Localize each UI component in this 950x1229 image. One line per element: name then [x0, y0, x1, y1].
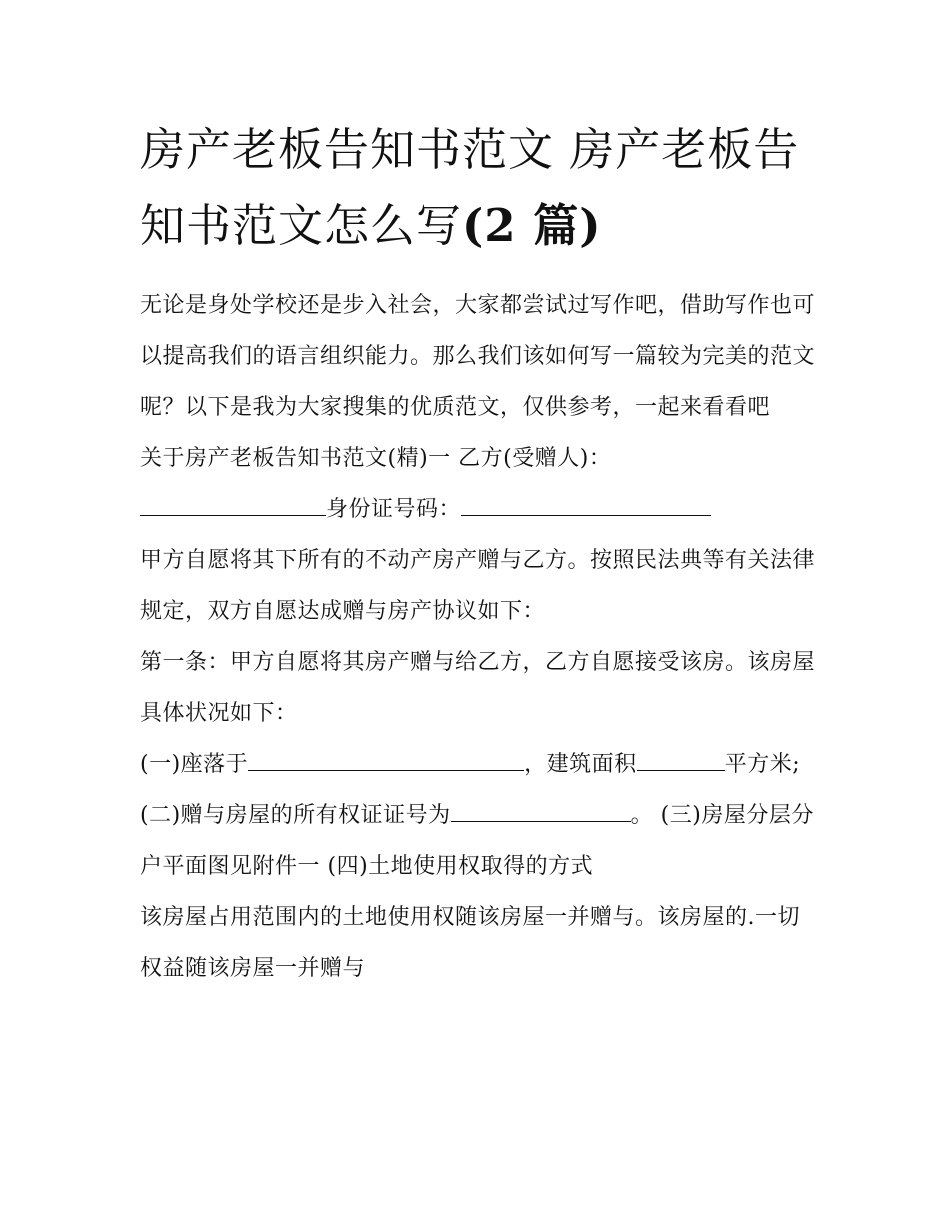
location-blank: [248, 746, 524, 771]
id-number-blank: [461, 491, 711, 516]
item-location-line: [140, 739, 820, 790]
intro-paragraph: 无论是身处学校还是步入社会，大家都尝试过写作吧，借助写作也可以提高我们的语言组织能力。那么我们该如何写一篇较为完美的范文呢？以下是我为大家搜集的优质范文，仅供参考，一起来看看吧: [140, 293, 816, 420]
document-page: [140, 112, 820, 994]
recipient-name-blank: [140, 491, 326, 516]
land-use-paragraph: 该房屋占用范围内的土地使用权随该房屋一并赠与。该房屋的.一切权益随该房屋一并赠与: [140, 905, 800, 981]
item1-suffix: 平方米;: [724, 752, 801, 777]
item1-middle: ，建筑面积: [524, 752, 637, 777]
certificate-blank: [451, 797, 631, 822]
id-label: 身份证号码：: [326, 497, 462, 522]
id-number-line: [140, 484, 820, 535]
item1-prefix: (一)座落于: [140, 752, 249, 777]
item-certificate-line: [140, 790, 820, 892]
document-title: [140, 112, 820, 264]
transfer-paragraph: 甲方自愿将其下所有的不动产房产赠与乙方。按照民法典等有关法律规定，双方自愿达成赠与房产协议如下：: [140, 548, 816, 624]
title-text: 房产老板告知书范文 房产老板告知书范文怎么写: [140, 123, 800, 252]
recipient-heading: 关于房产老板告知书范文(精)一 乙方(受赠人)：: [140, 446, 612, 471]
title-count: (2 篇): [462, 199, 602, 252]
area-blank: [637, 746, 725, 771]
item2-prefix: (二)赠与房屋的所有权证证号为: [140, 803, 451, 828]
item2-suffix: 。 (三)房屋分层分户平面图见附件一 (四)土地使用权取得的方式: [140, 803, 814, 879]
article-one-paragraph: 第一条：甲方自愿将其房产赠与给乙方，乙方自愿接受该房。该房屋具体状况如下：: [140, 650, 816, 726]
